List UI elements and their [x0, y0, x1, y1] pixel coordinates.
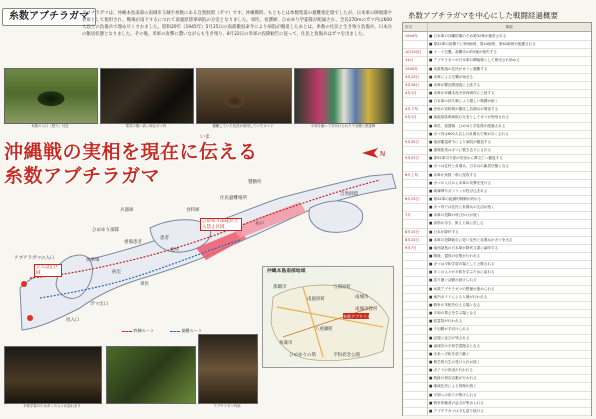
timeline-event: ■ 米軍による空襲が始まる: [429, 74, 474, 79]
timeline-event: ■ アブチラガマは今も語り続ける: [429, 408, 484, 413]
intro-text: アブチラガマは、沖縄本島南部の南城市玉城字糸数にある自然洞窟（ガマ）です。沖縄戦時、もともとは糸数集落の避難指定壕でしたが、日本軍の陣地壕や倉庫として使用され、戦場が南下するにつれて南風原陸軍病院の分室となりました。軍医、看護婦、ひめゆり学徒隊が配属され、全長270mのガマ内は600人以上の負傷兵で埋め尽くされました。昭和20年（1945年）5月25日の南部撤退命令により病院が撤退したあとは、糸数の住民と生き残り負傷兵、日本兵の雑居状態となりました。その後、米軍の攻撃に遭いながらも生き残り、8月22日の米軍の投降勧告に従って、住民と負傷兵はガマを出ました。: [82, 11, 392, 37]
photo-cave-interior: [100, 68, 194, 124]
photo-caption: 電気の無い真っ暗なガマ内: [125, 124, 167, 128]
timeline-event: ■ 南城市の平和学習拠点となる: [429, 343, 481, 348]
place-abuchiragama: 糸数アブチラガマ: [343, 314, 375, 319]
title-line-2: 糸数アブチラガマ: [4, 165, 161, 187]
photo-memorial: [294, 68, 394, 124]
timeline-title: 糸数アブチラガマを中心にした戦闘経過概要: [408, 11, 558, 20]
photo-caption: 糸数の入口（竪穴）付近: [31, 124, 69, 128]
timeline-event: ■ ガマの入口から米軍の攻撃を受ける: [429, 180, 492, 185]
photo-caption: 避難していた住民が使用していたカマド: [212, 124, 274, 128]
timeline-date: 1944年: [405, 34, 418, 38]
timeline-date: 3月26日: [405, 82, 420, 87]
timeline-event: ■ 米軍の投降の呼びかけが続く: [429, 213, 481, 218]
timeline-event: ■ アブチラガマが日本軍の陣地壕として使用され始める: [429, 58, 520, 63]
timeline-event: ■ 南西諸島の日本軍が降伏文書に調印する: [429, 245, 499, 250]
timeline-event: ■ ガマは平和学習の場として公開される: [429, 262, 495, 267]
legend-patient-route: [122, 328, 154, 334]
map-label-himeyuri: ひめゆり部隊: [92, 228, 119, 233]
photo-caption: アブチラガマ内部: [213, 404, 241, 408]
timeline-event: ■ ガマ内は600人以上の負傷兵で埋め尽くされる: [429, 131, 509, 136]
map-label-doctor: 軍医: [140, 282, 149, 287]
photo-caption: 平和を願って手向けられた千羽鶴と慰霊碑: [310, 124, 376, 128]
timeline-event: ■ ガイドの育成が行われる: [429, 368, 473, 373]
timeline-event: ■ 平和への祈りが捧げられる: [429, 392, 477, 397]
locator-map: [262, 266, 394, 368]
timeline-event: ■ 黄燐弾やガソリンが投げ込まれる: [429, 188, 488, 193]
timeline-date: 6月23日: [405, 196, 420, 201]
timeline-event: ■ 修学旅行生の受け入れが続く: [429, 359, 481, 364]
photo-cave-entrance: [4, 68, 98, 124]
timeline-event: ■ 十・十空襲。那覇市の約9割が焼失する: [429, 50, 497, 55]
place-haebaru: 南風原町: [307, 297, 325, 302]
timeline-date: 4月1日: [405, 91, 417, 96]
timeline-event: ■ 未来へ平和を語り継ぐ: [429, 351, 470, 356]
photo-cave-inside: [198, 334, 258, 404]
map-label-shaft: 投入口: [66, 318, 80, 323]
timeline-row: [403, 407, 591, 416]
timeline-event: ■ 南部撤退命令により病院が撤退する: [429, 139, 492, 144]
timeline-date: 8月15日: [405, 229, 420, 234]
timeline-event: ■ 戦争の実相を伝える場となる: [429, 302, 481, 307]
map-label-patients: 患者: [160, 236, 169, 241]
map-label-arsenal: 兵器庫: [120, 208, 134, 213]
timeline-date: 8月22日: [405, 237, 420, 242]
map-label-refuge: 住民避難場所: [220, 196, 247, 201]
timeline-event: ■ 案内ガイドによる入壕が行われる: [429, 294, 488, 299]
timeline-date: 5月25日: [405, 139, 420, 144]
timeline-date: 9月7日: [405, 245, 417, 250]
restricted-area-tag: ひめゆり部隊が立入禁止区域: [200, 218, 242, 231]
timeline-event: ■ ガマは住民と負傷兵、日本兵の雑居状態となる: [429, 164, 510, 169]
timeline-date: 10月10日: [405, 50, 422, 55]
timeline-event: ■ 記録と証言が残される: [429, 335, 470, 340]
timeline-table: [402, 22, 592, 416]
place-nanjo-office: 南城市役所: [355, 307, 378, 312]
timeline-event: ■ 多くの人々が平和を学ぶために訪れる: [429, 270, 495, 275]
legend-label: 病棟ルート: [133, 328, 155, 333]
timeline-date: 7月: [405, 213, 411, 218]
timeline-event: ■ 千羽鶴が手向けられる: [429, 327, 470, 332]
timeline-event: ■ 日本が降伏する: [429, 229, 459, 234]
map-label-sugar-mill: 製糖所: [248, 180, 262, 185]
compass-icon: [360, 146, 386, 160]
timeline-event: ■ 糸数アブチラガマの整備が進められる: [429, 286, 495, 291]
timeline-event: ■ 第32軍の組織的戦闘が終わる: [429, 196, 482, 201]
timeline-event: ■ 重傷患者はガマに置き去りにされる: [429, 148, 492, 153]
map-label-kitchen: 炊事場: [86, 258, 100, 263]
map-label-ward: 病室: [112, 270, 121, 275]
map-label-food-store: 食料庫: [186, 208, 200, 213]
timeline-event: ■ 戦争体験者の証言が集められる: [429, 400, 484, 405]
timeline-date: 1945年: [405, 66, 418, 71]
photo-caption: 平和学習のため多くの人々が訪れます: [23, 404, 81, 408]
map-label-entrance-upper: アブチラガマの入口: [14, 256, 55, 261]
place-himeyuri-tower: ひめゆりの塔: [289, 353, 316, 358]
timeline-event: ■ 日本軍の持久戦により激しい戦闘が続く: [429, 99, 499, 104]
timeline-header: [403, 23, 591, 32]
timeline-date: 3月23日: [405, 74, 420, 79]
timeline-event: ■ 第32軍司令部が首里から摩文仁へ撤退する: [429, 156, 503, 161]
timeline-event: ■ 戦跡の保存活動が行われる: [429, 376, 477, 381]
legend-label: 避難ルート: [181, 328, 203, 333]
timeline-event: ■ ガマ内では住民と負傷兵の生活が続く: [429, 205, 495, 210]
timeline-event: ■ 首里の攻防戦が激化し負傷兵が増加する: [429, 107, 499, 112]
timeline-event: ■ 慰霊祭が行われる: [429, 319, 463, 324]
title-ruby: いま: [200, 134, 211, 140]
place-peace-park: 平和祈念公園: [333, 353, 360, 358]
timeline-date: 11月: [405, 58, 414, 63]
column-divider: [427, 23, 428, 415]
place-naha: 那覇市: [273, 285, 287, 290]
place-yaese: 八重瀬町: [315, 327, 333, 332]
map-label-toilet: 便所: [170, 248, 179, 253]
photo-cooking-stove: [196, 68, 292, 124]
timeline-date: 5月1日: [405, 115, 417, 120]
timeline-event: ■ 米軍が慶良間諸島に上陸する: [429, 82, 481, 87]
timeline-event: ■ 米軍が糸数一帯に侵攻する: [429, 172, 477, 177]
locator-map-title: 沖縄本島南部地域: [267, 269, 306, 274]
timeline-event: ■ 平和の尊さを学ぶ場となる: [429, 311, 477, 316]
legend-blue-line: [170, 331, 180, 332]
timeline-event: ■ 軍医、看護婦、ひめゆり学徒隊が配属される: [429, 123, 506, 128]
timeline-event: ■ 食料が尽き、飢えと病に苦しむ: [429, 221, 484, 226]
timeline-date: 4月下旬: [405, 107, 419, 112]
timeline-event: ■ 日本軍の沖縄防衛のため第32軍が創設される: [429, 34, 507, 38]
timeline-event: ■ 戦後、遺骨の収集が行われる: [429, 254, 481, 259]
timeline-event: ■ 地域住民による管理が続く: [429, 384, 477, 389]
title-line-1: 沖縄戦の実相を現在に伝える: [4, 141, 258, 163]
map-label-cave-exit: ガマ出口: [90, 302, 108, 307]
photo-cave-path: [106, 346, 196, 404]
place-nanjo: 南城市: [355, 295, 369, 300]
restricted-area-tag: 立入禁止区域: [34, 264, 62, 277]
timeline-event: ■ 南風原陸軍病院の分室としてガマが使用される: [429, 115, 510, 120]
timeline-date: 5月27日: [405, 156, 420, 161]
map-label-well: 井戸: [255, 222, 264, 227]
timeline-event: ■ 米軍の投降勧告に従い住民と負傷兵がガマを出る: [429, 237, 513, 242]
timeline-event: ■ 語り継ぐ活動が続けられる: [429, 278, 477, 283]
map-label-natural-cave: 自然洞窟: [340, 192, 358, 197]
section-tab: 糸数アブチラガマ: [2, 8, 96, 26]
map-label-serious-patients: 重傷患者: [124, 240, 142, 245]
timeline-event: ■ 第32軍の指揮下に第9師団、第24師団、第62師団が配備される: [429, 42, 536, 47]
header-date: 年月: [405, 25, 413, 29]
timeline-event: ■ 糸数集落の住民がガマに避難する: [429, 66, 488, 71]
header-event: 事項: [505, 25, 513, 29]
place-yonabaru: 与那原町: [333, 285, 351, 290]
timeline-event: ■ 米軍が沖縄本島中部西海岸に上陸する: [429, 91, 495, 96]
compass-label: N: [380, 150, 386, 158]
place-itoman: 糸満市: [279, 341, 293, 346]
timeline-date: 6月上旬: [405, 172, 419, 177]
photo-visitors: [4, 346, 102, 404]
legend-red-line: [122, 331, 132, 332]
